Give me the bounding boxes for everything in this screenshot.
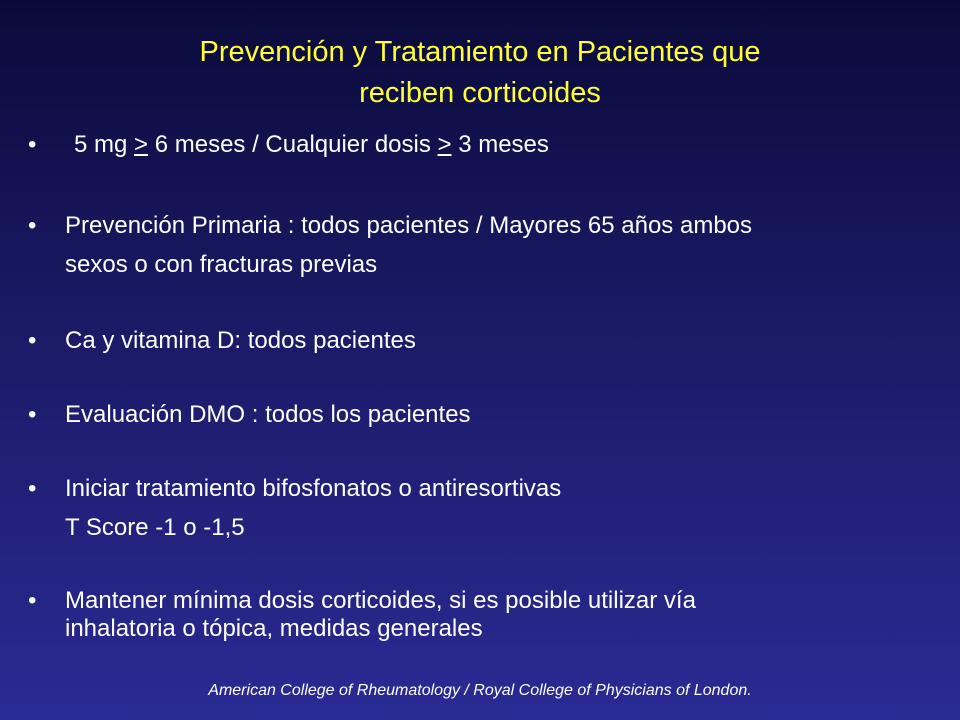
bullet-icon: • — [28, 401, 37, 428]
bullet-text: Ca y vitamina D: todos pacientes — [65, 327, 416, 354]
dosage-middle: 6 meses / Cualquier dosis — [148, 131, 438, 158]
slide-title-line-2: reciben corticoides — [359, 77, 601, 109]
bullet-text-line-2: inhalatoria o tópica, medidas generales — [65, 615, 483, 642]
bullet-text-line-1: Mantener mínima dosis corticoides, si es posible utilizar vía — [65, 587, 696, 614]
t-score-text: T Score -1 o -1,5 — [65, 514, 245, 541]
greater-equal-sign: > — [134, 131, 149, 158]
bullet-icon: • — [28, 212, 37, 239]
dosage-suffix: 3 meses — [451, 131, 549, 158]
slide-title-line-1: Prevención y Tratamiento en Pacientes que — [199, 36, 761, 68]
bullet-text-line-2: sexos o con fracturas previas — [65, 251, 378, 278]
bullet-icon: • — [28, 475, 37, 502]
bullet-text-line-1: Iniciar tratamiento bifosfonatos o antiresortivas — [65, 475, 562, 502]
bullet-icon: • — [28, 327, 37, 354]
bullet-text: Evaluación DMO : todos los pacientes — [65, 401, 471, 428]
bullet-text-line-1: Prevención Primaria : todos pacientes / Mayores 65 años ambos — [65, 212, 753, 239]
dosage-prefix: 5 mg — [74, 131, 135, 158]
bullet-icon: • — [28, 131, 37, 158]
citation-footer: American College of Rheumatology / Royal College of Physicians of London. — [208, 682, 752, 699]
bullet-icon: • — [28, 587, 37, 614]
bullet-text — [74, 126, 549, 164]
greater-equal-sign: > — [437, 131, 452, 158]
